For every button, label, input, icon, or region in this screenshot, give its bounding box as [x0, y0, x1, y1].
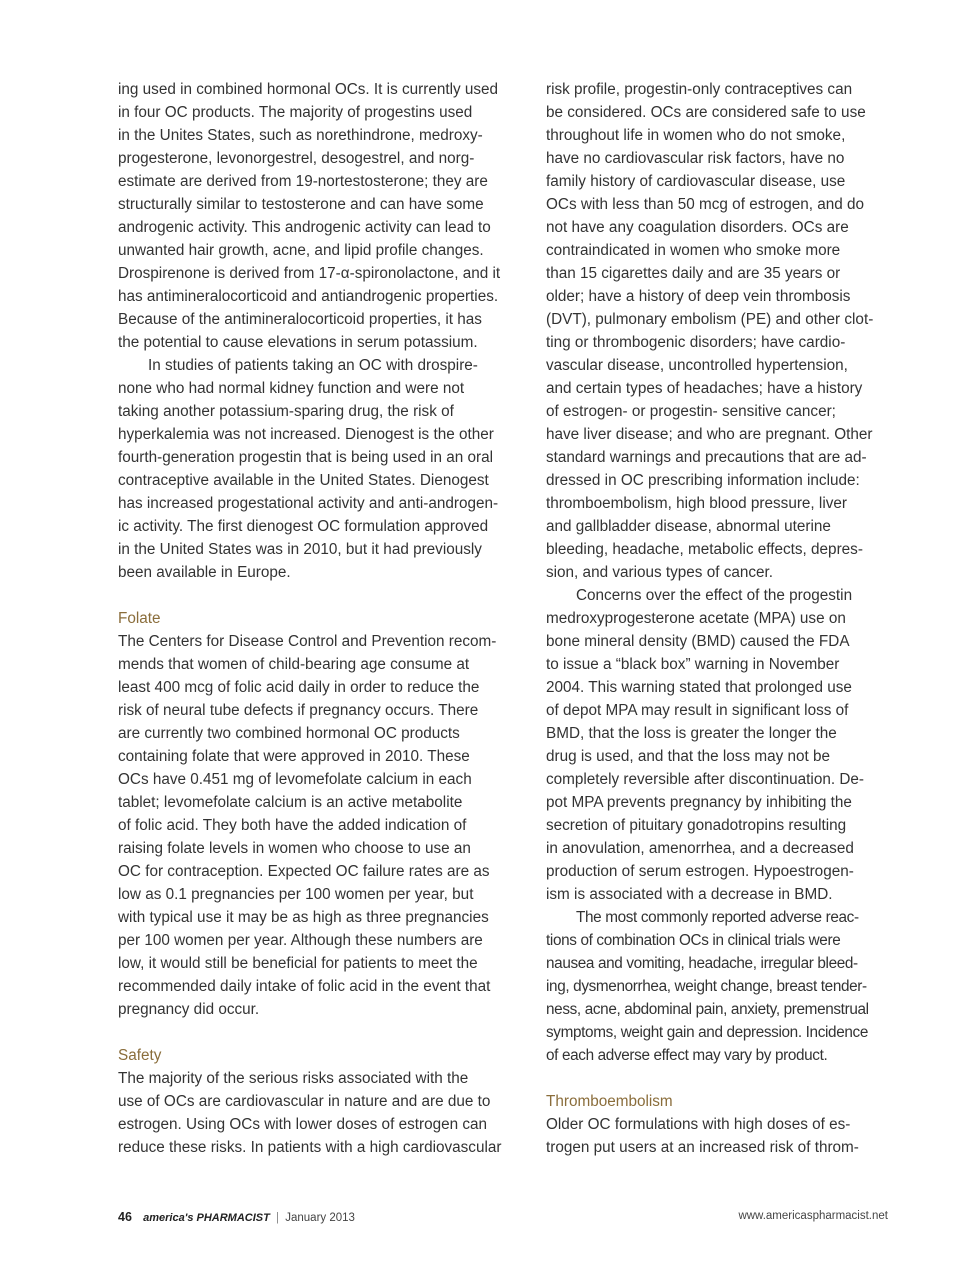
left-column-text-line: has increased progestational activity and anti-androgen-: [118, 495, 499, 512]
section-spacer: [546, 1067, 891, 1090]
left-column-text-line: mends that women of child-bearing age consume at: [118, 656, 470, 673]
left-column-text-line: recommended daily intake of folic acid in the event that: [118, 978, 491, 995]
magazine-name: america's PHARMACIST: [143, 1212, 270, 1224]
right-column-text-line: in anovulation, amenorrhea, and a decreased: [546, 840, 854, 857]
left-column-text-line: Because of the antimineralocorticoid properties, it has: [118, 311, 482, 328]
left-column-text-line: pregnancy did occur.: [118, 1001, 260, 1018]
left-column-text-line: OCs have 0.451 mg of levomefolate calcium in each: [118, 771, 472, 788]
right-column-text-line: nausea and vomiting, headache, irregular bleed-: [546, 955, 858, 972]
right-column-text-line: of estrogen- or progestin- sensitive cancer;: [546, 403, 836, 420]
right-column-text-line: have no cardiovascular risk factors, have no: [546, 150, 845, 167]
right-column: [546, 78, 891, 1159]
left-column-text-line: in the United States was in 2010, but it had previously: [118, 541, 482, 558]
left-column-text-line: hyperkalemia was not increased. Dienogest is the other: [118, 426, 494, 443]
right-column-text-line: than 15 cigarettes daily and are 35 years or: [546, 265, 841, 282]
left-column-text-line: The majority of the serious risks associated with the: [118, 1070, 469, 1087]
right-column-text-line: dressed in OC prescribing information include:: [546, 472, 860, 489]
right-column-text-line: of depot MPA may result in significant loss of: [546, 702, 849, 719]
left-column-text-line: containing folate that were approved in 2010. These: [118, 748, 470, 765]
right-column-text-line: risk profile, progestin-only contraceptives can: [546, 81, 853, 98]
left-column-text-line: contraceptive available in the United States. Dienogest: [118, 472, 489, 489]
issue-date: January 2013: [285, 1212, 355, 1224]
left-column-text-line: has antimineralocorticoid and antiandrogenic properties.: [118, 288, 499, 305]
page-footer: [118, 1210, 888, 1226]
right-column-text-line: bone mineral density (BMD) caused the FDA: [546, 633, 850, 650]
left-column-text-line: with typical use it may be as high as three pregnancies: [118, 909, 489, 926]
right-column-text-line: tions of combination OCs in clinical trials were: [546, 932, 841, 949]
left-column-text-line: low, it would still be beneficial for patients to meet the: [118, 955, 478, 972]
right-column-text-line: The most commonly reported adverse reac-: [576, 909, 859, 926]
right-column-text-line: (DVT), pulmonary embolism (PE) and other clot-: [546, 311, 874, 328]
right-column-text-line: drug is used, and that the loss may not be: [546, 748, 831, 765]
left-column-text-line: tablet; levomefolate calcium is an active metabolite: [118, 794, 463, 811]
right-column-text-line: Concerns over the effect of the progestin: [576, 587, 853, 604]
right-column-text-line: secretion of pituitary gonadotropins resulting: [546, 817, 847, 834]
right-column-text-line: ing, dysmenorrhea, weight change, breast tender-: [546, 978, 867, 995]
right-column-text-line: medroxyprogesterone acetate (MPA) use on: [546, 610, 846, 627]
left-column-text-line: androgenic activity. This androgenic activity can lead to: [118, 219, 491, 236]
right-column-text-line: ism is associated with a decrease in BMD.: [546, 886, 833, 903]
left-column-text-line: OC for contraception. Expected OC failure rates are as: [118, 863, 490, 880]
section-spacer: [118, 584, 526, 607]
left-column-text-line: estimate are derived from 19-nortestosterone; they are: [118, 173, 488, 190]
right-column-text-line: be considered. OCs are considered safe to use: [546, 104, 866, 121]
left-column-text-line: The Centers for Disease Control and Prevention recom-: [118, 633, 497, 650]
left-column-text-line: ic activity. The first dienogest OC formulation approved: [118, 518, 489, 535]
left-column: [118, 78, 526, 1159]
right-column-text-line: of each adverse effect may vary by product.: [546, 1047, 828, 1064]
right-column-text-line: family history of cardiovascular disease, use: [546, 173, 846, 190]
right-column-text-line: and certain types of headaches; have a history: [546, 380, 863, 397]
right-column-text-line: not have any coagulation disorders. OCs are: [546, 219, 849, 236]
right-column-text-line: pot MPA prevents pregnancy by inhibiting the: [546, 794, 852, 811]
right-column-text-line: ness, acne, abdominal pain, anxiety, premenstrual: [546, 1001, 869, 1018]
right-column-text-line: to issue a “black box” warning in November: [546, 656, 840, 673]
left-column-text-line: In studies of patients taking an OC with drospire-: [148, 357, 478, 374]
left-column-text-line: are currently two combined hormonal OC products: [118, 725, 460, 742]
right-column-text-line: sion, and various types of cancer.: [546, 564, 774, 581]
footer-left: [118, 1210, 355, 1224]
left-column-text-line: low as 0.1 pregnancies per 100 women per year, but: [118, 886, 474, 903]
left-column-text-line: none who had normal kidney function and were not: [118, 380, 465, 397]
right-column-text-line: have liver disease; and who are pregnant. Other: [546, 426, 873, 443]
footer-separator: |: [276, 1212, 280, 1224]
right-column-text-line: symptoms, weight gain and depression. Incidence: [546, 1024, 868, 1041]
left-column-text-line: unwanted hair growth, acne, and lipid profile changes.: [118, 242, 484, 259]
right-column-text-line: thromboembolism, high blood pressure, liver: [546, 495, 847, 512]
left-column-text-line: structurally similar to testosterone and can have some: [118, 196, 484, 213]
left-column-text-line: Drospirenone is derived from 17-α-spironolactone, and it: [118, 265, 501, 282]
section-heading: Folate: [118, 610, 161, 627]
left-column-text-line: in four OC products. The majority of progestins used: [118, 104, 473, 121]
right-column-text-line: OCs with less than 50 mcg of estrogen, and do: [546, 196, 865, 213]
right-column-text-line: standard warnings and precautions that are ad-: [546, 449, 867, 466]
left-column-text-line: reduce these risks. In patients with a high cardiovascular: [118, 1139, 502, 1156]
left-column-text-line: risk of neural tube defects if pregnancy occurs. There: [118, 702, 479, 719]
section-heading: Safety: [118, 1047, 162, 1064]
left-column-text-line: in the Unites States, such as norethindrone, medroxy-: [118, 127, 483, 144]
page-number: 46: [118, 1210, 132, 1224]
left-column-text-line: least 400 mcg of folic acid daily in order to reduce the: [118, 679, 480, 696]
left-column-text-line: per 100 women per year. Although these numbers are: [118, 932, 483, 949]
right-column-text-line: vascular disease, uncontrolled hypertension,: [546, 357, 848, 374]
right-column-text-line: production of serum estrogen. Hypoestrogen-: [546, 863, 854, 880]
right-column-text-line: Older OC formulations with high doses of es-: [546, 1116, 851, 1133]
left-column-text-line: of folic acid. They both have the added indication of: [118, 817, 467, 834]
right-column-text-line: completely reversible after discontinuation. De-: [546, 771, 864, 788]
right-column-text-line: bleeding, headache, metabolic effects, depres-: [546, 541, 863, 558]
right-column-text-line: 2004. This warning stated that prolonged use: [546, 679, 852, 696]
right-column-text-line: throughout life in women who do not smoke,: [546, 127, 846, 144]
right-column-text-line: older; have a history of deep vein thrombosis: [546, 288, 851, 305]
website-url: www.americaspharmacist.net: [738, 1210, 888, 1222]
right-column-text-line: contraindicated in women who smoke more: [546, 242, 841, 259]
left-column-text-line: progesterone, levonorgestrel, desogestrel, and norg-: [118, 150, 475, 167]
section-heading: Thromboembolism: [546, 1093, 673, 1110]
left-column-text-line: the potential to cause elevations in serum potassium.: [118, 334, 478, 351]
right-column-text-line: and gallbladder disease, abnormal uterine: [546, 518, 831, 535]
left-column-text-line: estrogen. Using OCs with lower doses of estrogen can: [118, 1116, 488, 1133]
section-spacer: [118, 1021, 526, 1044]
left-column-text-line: been available in Europe.: [118, 564, 291, 581]
left-column-text-line: taking another potassium-sparing drug, the risk of: [118, 403, 454, 420]
left-column-text-line: use of OCs are cardiovascular in nature and are due to: [118, 1093, 491, 1110]
left-column-text-line: fourth-generation progestin that is being used in an oral: [118, 449, 494, 466]
left-column-text-line: raising folate levels in women who choose to use an: [118, 840, 471, 857]
right-column-text-line: trogen put users at an increased risk of throm-: [546, 1139, 859, 1156]
right-column-text-line: BMD, that the loss is greater the longer the: [546, 725, 837, 742]
left-column-text-line: ing used in combined hormonal OCs. It is currently used: [118, 81, 499, 98]
right-column-text-line: ting or thrombogenic disorders; have cardio-: [546, 334, 846, 351]
